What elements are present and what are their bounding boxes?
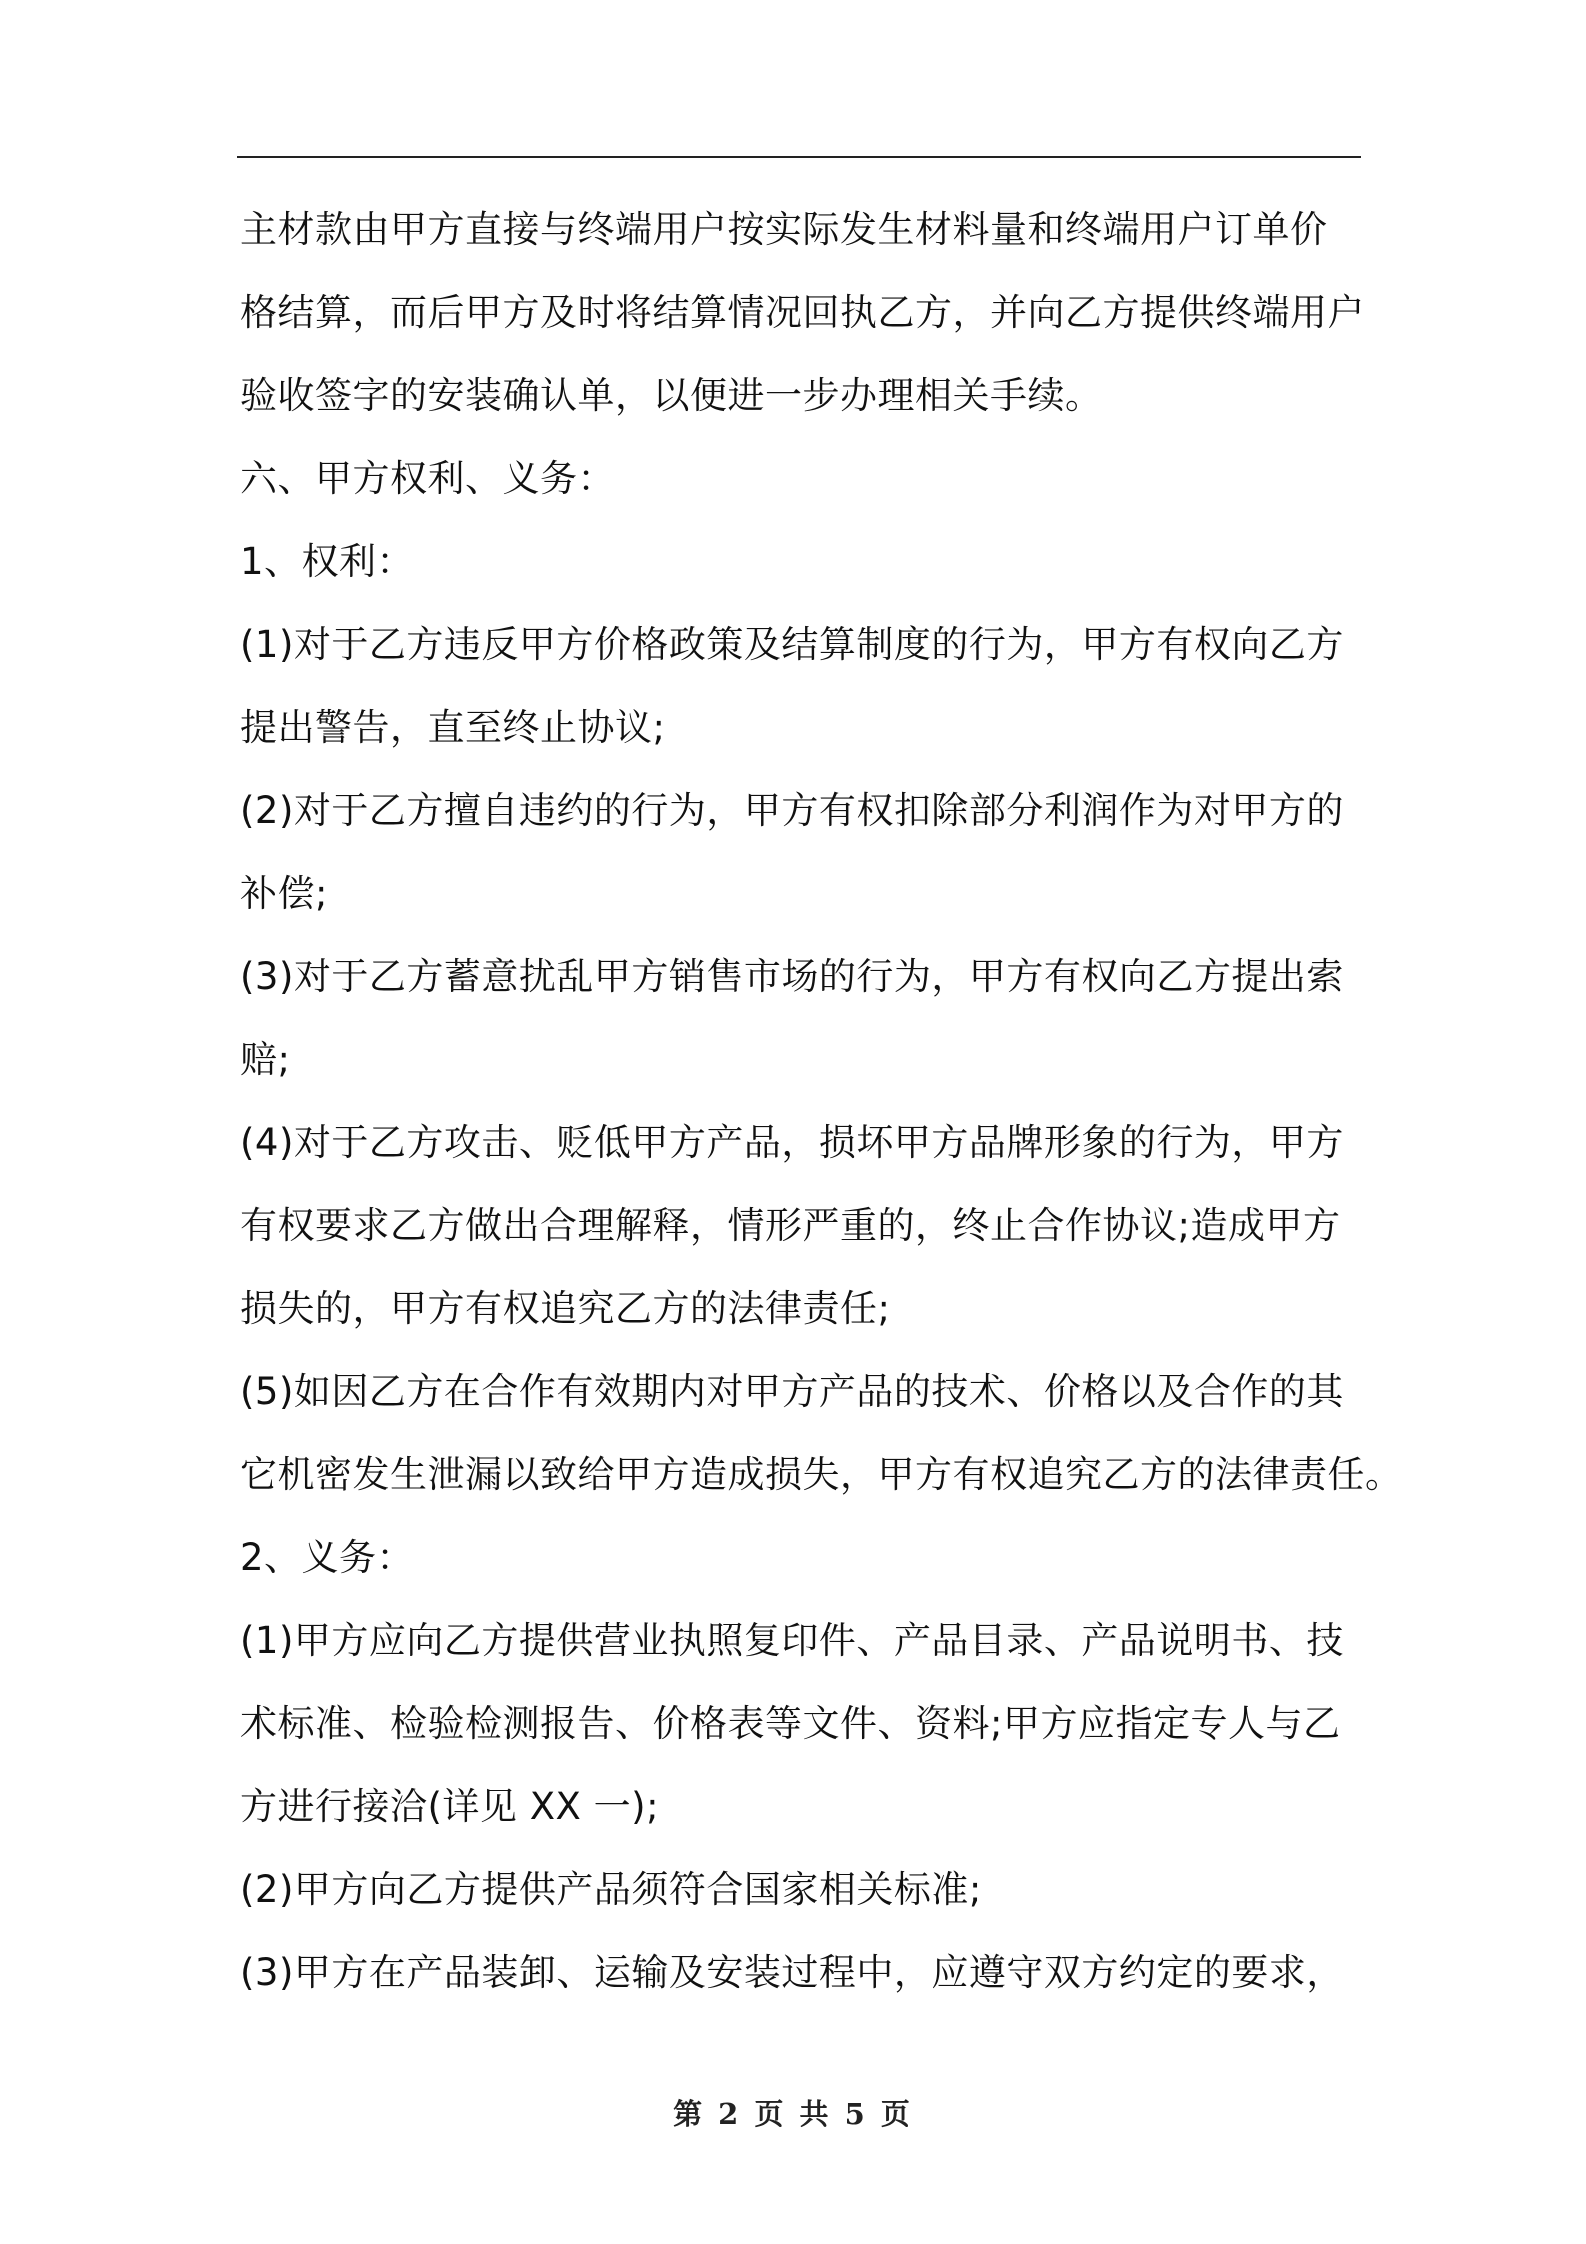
text-line: (3)对于乙方蓄意扰乱甲方销售市场的行为，甲方有权向乙方提出索 bbox=[240, 955, 1344, 998]
text-line: 格结算，而后甲方及时将结算情况回执乙方，并向乙方提供终端用户 bbox=[240, 291, 1365, 334]
page-number-footer: 第 2 页 共 5 页 bbox=[673, 2097, 913, 2131]
text-line: (1)对于乙方违反甲方价格政策及结算制度的行为，甲方有权向乙方 bbox=[240, 623, 1344, 666]
text-line: (2)甲方向乙方提供产品须符合国家相关标准; bbox=[240, 1868, 982, 1911]
header-rule bbox=[237, 156, 1361, 158]
text-line: 损失的，甲方有权追究乙方的法律责任; bbox=[240, 1287, 891, 1330]
text-line: 主材款由甲方直接与终端用户按实际发生材料量和终端用户订单价 bbox=[240, 208, 1328, 251]
text-line: 验收签字的安装确认单，以便进一步办理相关手续。 bbox=[240, 374, 1103, 417]
text-line: 它机密发生泄漏以致给甲方造成损失，甲方有权追究乙方的法律责任。 bbox=[240, 1453, 1403, 1496]
text-line: 赔; bbox=[240, 1038, 291, 1081]
text-line: (1)甲方应向乙方提供营业执照复印件、产品目录、产品说明书、技 bbox=[240, 1619, 1344, 1662]
subsection-heading: 2、义务： bbox=[240, 1536, 415, 1579]
subsection-heading: 1、权利： bbox=[240, 540, 415, 583]
section-heading: 六、甲方权利、义务： bbox=[240, 457, 615, 500]
text-line: (3)甲方在产品装卸、运输及安装过程中，应遵守双方约定的要求， bbox=[240, 1951, 1344, 1994]
text-line: (4)对于乙方攻击、贬低甲方产品，损坏甲方品牌形象的行为，甲方 bbox=[240, 1121, 1344, 1164]
text-line: 补偿; bbox=[240, 872, 328, 915]
text-line: 有权要求乙方做出合理解释，情形严重的，终止合作协议;造成甲方 bbox=[240, 1204, 1341, 1247]
text-line: 术标准、检验检测报告、价格表等文件、资料;甲方应指定专人与乙 bbox=[240, 1702, 1341, 1745]
text-line: 方进行接洽(详见 XX 一); bbox=[240, 1785, 660, 1828]
text-line: (5)如因乙方在合作有效期内对甲方产品的技术、价格以及合作的其 bbox=[240, 1370, 1344, 1413]
text-line: 提出警告，直至终止协议; bbox=[240, 706, 666, 749]
document-body bbox=[240, 200, 1403, 2026]
text-line: (2)对于乙方擅自违约的行为，甲方有权扣除部分利润作为对甲方的 bbox=[240, 789, 1344, 832]
